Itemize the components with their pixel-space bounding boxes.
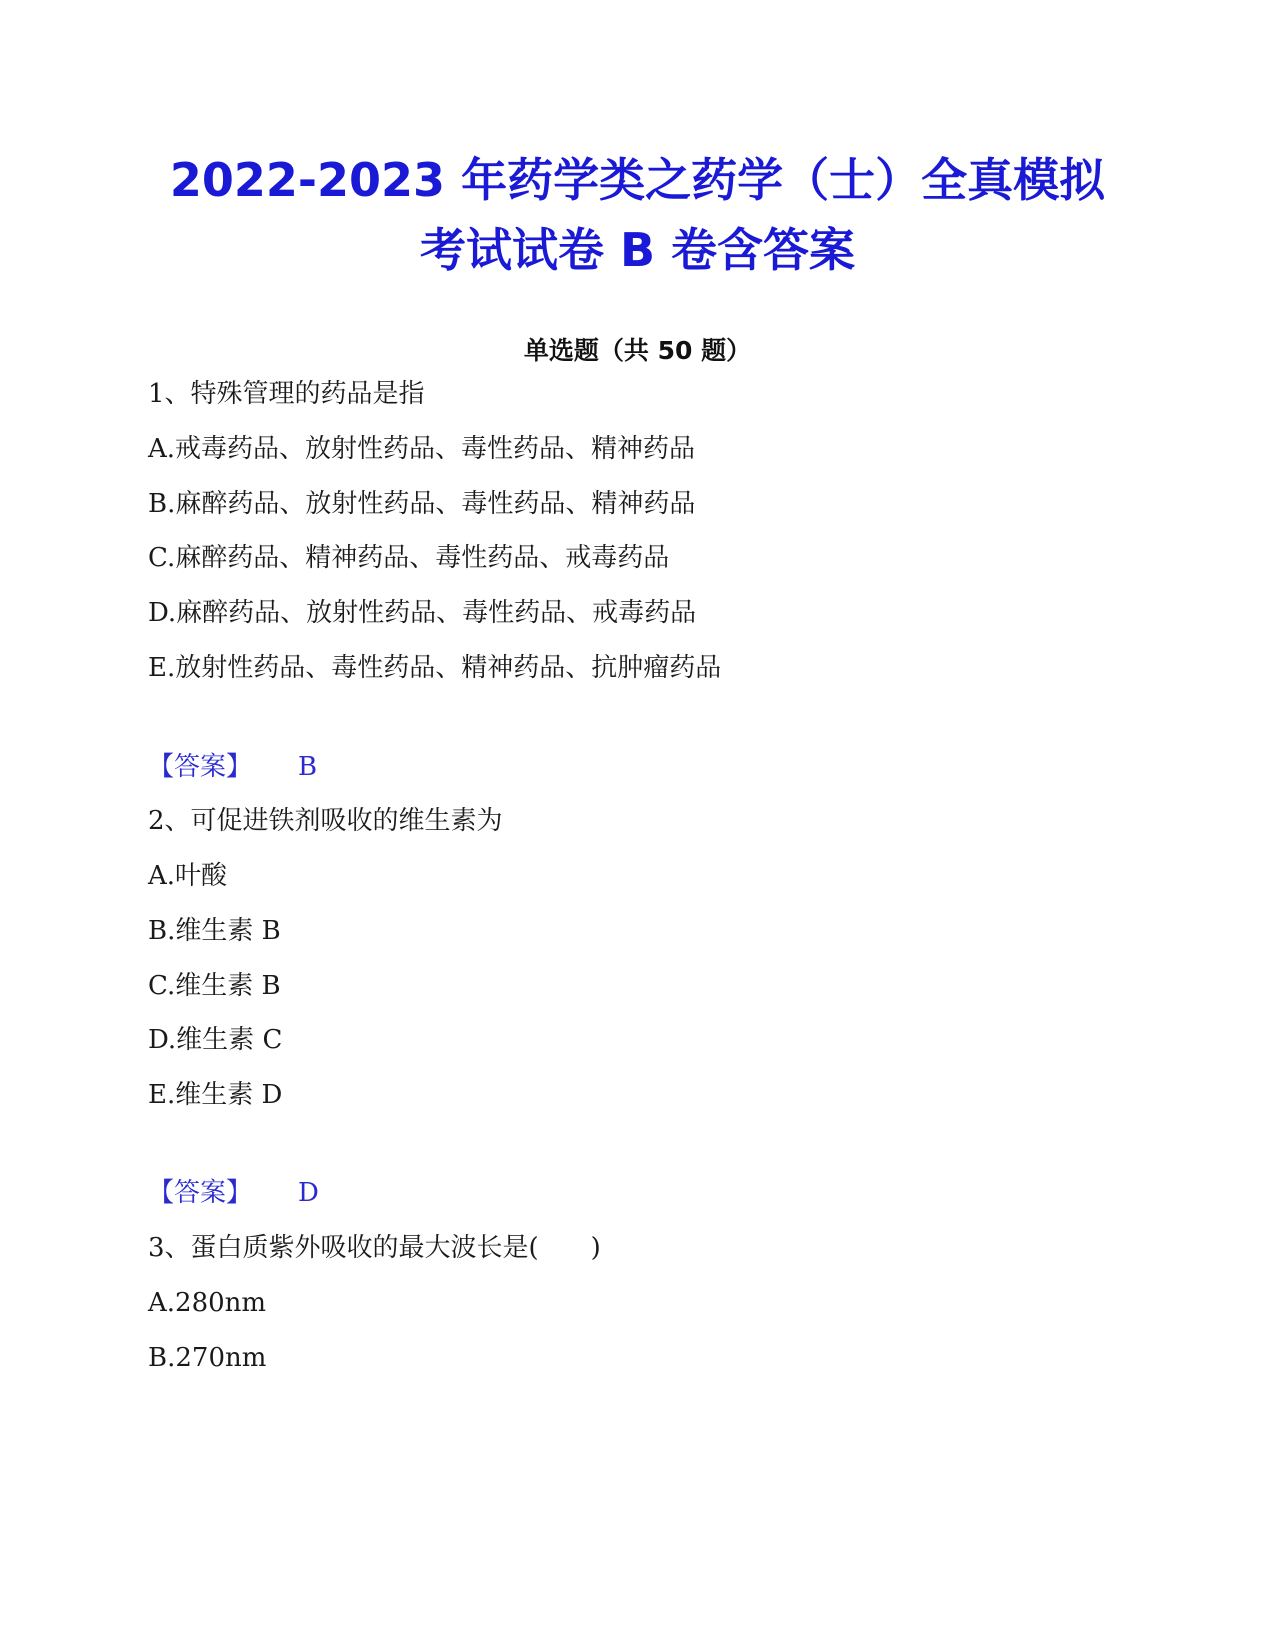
question-2-option-b: B.维生素 B bbox=[148, 916, 281, 946]
question-3-stem: 3、蛋白质紫外吸收的最大波长是( ) bbox=[148, 1233, 601, 1263]
question-1-option-d: D.麻醉药品、放射性药品、毒性药品、戒毒药品 bbox=[148, 598, 697, 628]
question-3-option-a: A.280nm bbox=[148, 1288, 267, 1318]
section-heading: 单选题（共 50 题） bbox=[523, 336, 752, 365]
question-1-option-e: E.放射性药品、毒性药品、精神药品、抗肿瘤药品 bbox=[148, 653, 722, 683]
question-1-answer bbox=[148, 749, 317, 785]
question-2-option-e: E.维生素 D bbox=[148, 1080, 283, 1110]
question-2-answer bbox=[148, 1175, 319, 1211]
question-2-option-d: D.维生素 C bbox=[148, 1025, 283, 1055]
answer-value: D bbox=[298, 1178, 319, 1208]
question-2-option-a: A.叶酸 bbox=[148, 861, 228, 891]
question-2-option-c: C.维生素 B bbox=[148, 971, 281, 1001]
question-1-option-b: B.麻醉药品、放射性药品、毒性药品、精神药品 bbox=[148, 489, 696, 519]
document-title-line-1: 2022-2023 年药学类之药学（士）全真模拟 bbox=[169, 153, 1106, 207]
question-3-option-b: B.270nm bbox=[148, 1343, 267, 1373]
question-1-option-c: C.麻醉药品、精神药品、毒性药品、戒毒药品 bbox=[148, 543, 670, 573]
answer-label: 【答案】 bbox=[148, 1178, 253, 1208]
document-title-line-2: 考试试卷 B 卷含答案 bbox=[419, 223, 856, 277]
answer-value: B bbox=[298, 752, 318, 782]
answer-label: 【答案】 bbox=[148, 752, 253, 782]
question-2-stem: 2、可促进铁剂吸收的维生素为 bbox=[148, 806, 503, 836]
question-1-stem: 1、特殊管理的药品是指 bbox=[148, 379, 425, 409]
question-1-option-a: A.戒毒药品、放射性药品、毒性药品、精神药品 bbox=[148, 434, 696, 464]
